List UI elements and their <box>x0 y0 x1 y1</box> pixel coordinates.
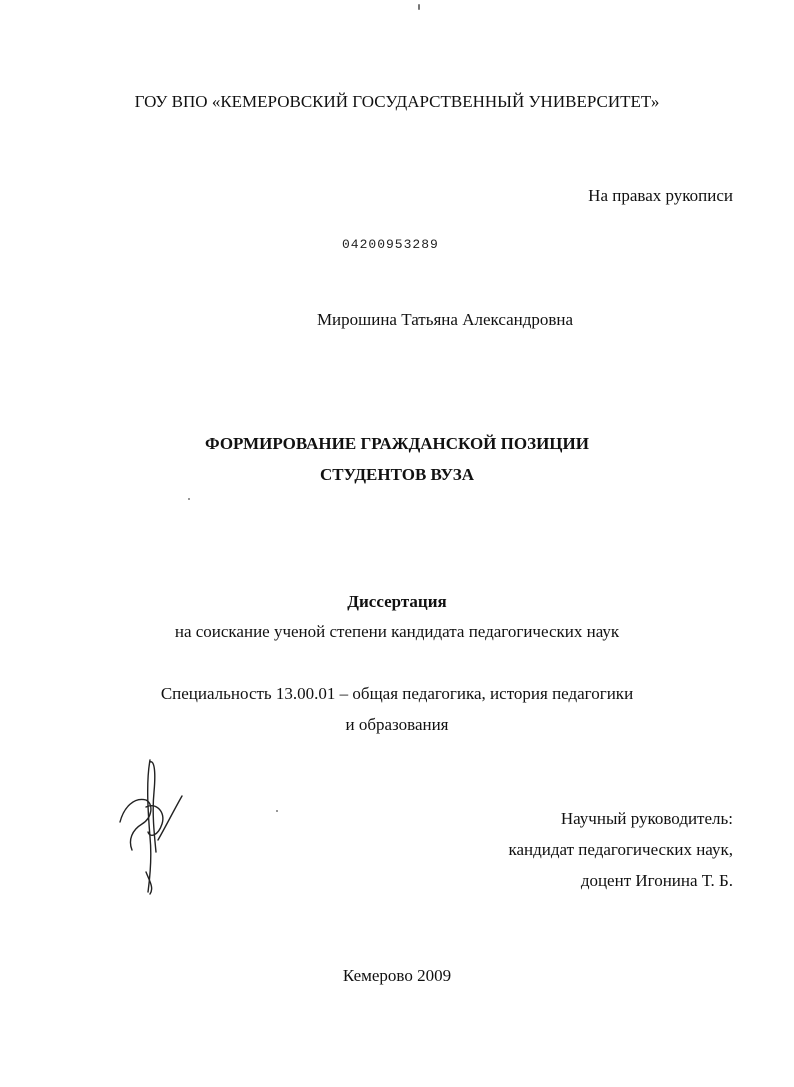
document-type-label: Диссертация <box>347 592 447 611</box>
specialty-line-1: Специальность 13.00.01 – общая педагогика, история педагогики <box>160 684 634 703</box>
catalog-number-stamp: 04200953289 <box>342 237 439 252</box>
manuscript-note: На правах рукописи <box>588 186 733 205</box>
scan-speck-top <box>418 4 420 10</box>
supervisor-name: доцент Игонина Т. Б. <box>580 871 733 890</box>
scan-speck-middle <box>276 810 278 812</box>
supervisor-label: Научный руководитель: <box>560 809 733 828</box>
scan-speck-left <box>188 498 190 500</box>
specialty-line-2: и образования <box>345 715 449 734</box>
handwritten-signature <box>110 752 190 897</box>
institution-header: ГОУ ВПО «КЕМЕРОВСКИЙ ГОСУДАРСТВЕННЫЙ УНИВЕРСИТЕТ» <box>134 92 660 111</box>
degree-purpose: на соискание ученой степени кандидата педагогических наук <box>174 622 620 641</box>
dissertation-title-line-1: ФОРМИРОВАНИЕ ГРАЖДАНСКОЙ ПОЗИЦИИ <box>205 434 589 453</box>
place-and-year: Кемерово 2009 <box>342 966 452 985</box>
supervisor-degree: кандидат педагогических наук, <box>508 840 733 859</box>
author-name: Мирошина Татьяна Александровна <box>316 310 574 329</box>
dissertation-title-line-2: СТУДЕНТОВ ВУЗА <box>319 465 475 484</box>
